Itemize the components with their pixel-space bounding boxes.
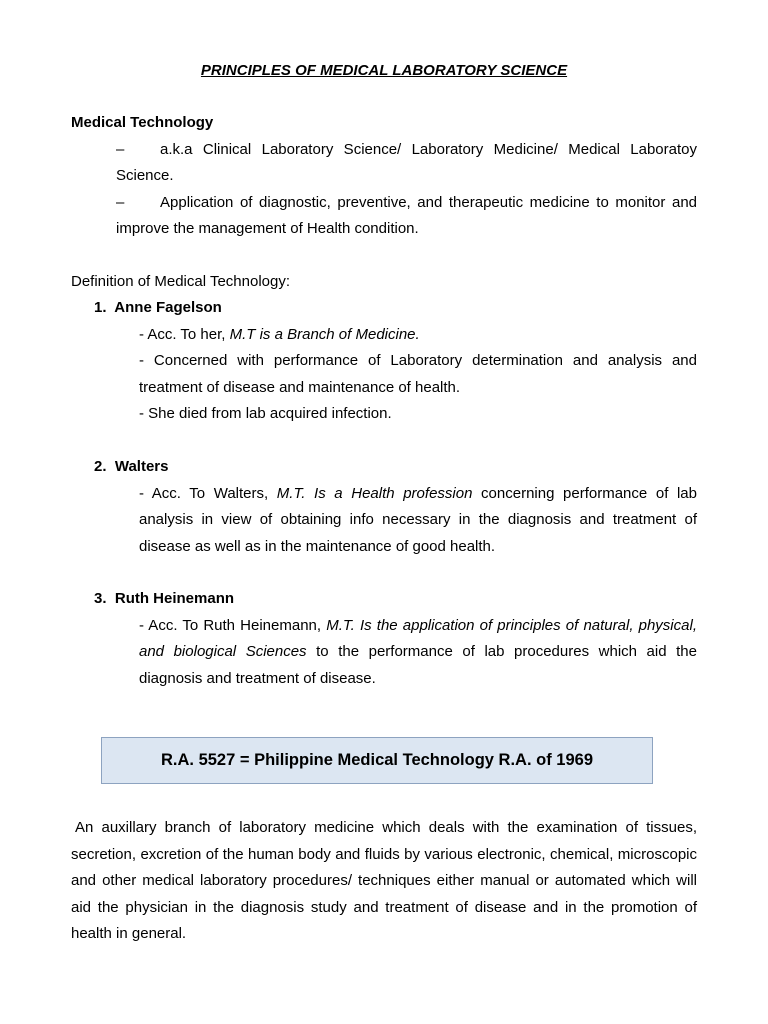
definition-heading: Definition of Medical Technology: <box>71 273 291 290</box>
medtech-item-2 <box>71 190 697 243</box>
medtech-item-1-text: a.k.a Clinical Laboratory Science/ Laboratory Medicine/ Medical Laboratoy Science. <box>116 140 697 184</box>
definition-1-line-1 <box>71 322 697 349</box>
dash-marker: – <box>116 140 125 158</box>
definition-2-text <box>71 481 697 561</box>
definition-2-name: Walters <box>114 458 169 475</box>
medtech-item-2-text: Application of diagnostic, preventive, and therapeutic medicine to monitor and improve the management of Health condition. <box>116 193 697 237</box>
definition-1-number: 1. <box>94 299 107 316</box>
definition-2-rest: concerning performance of lab analysis in view of obtaining info necessary in the diagnosis and treatment of disease as well as in the maintenance of good health. <box>139 484 697 555</box>
medtech-section <box>71 110 697 243</box>
page-title: PRINCIPLES OF MEDICAL LABORATORY SCIENCE <box>200 62 568 79</box>
dash-marker: – <box>116 193 125 211</box>
definition-1-line-1-prefix: - Acc. To her, <box>139 325 230 343</box>
definition-1-line-3: - She died from lab acquired infection. <box>139 405 392 422</box>
definition-3-prefix: - Acc. To Ruth Heinemann, <box>139 616 327 634</box>
ra-callout-text: R.A. 5527 = Philippine Medical Technology R.A. of 1969 <box>160 751 593 769</box>
definition-item-1 <box>71 295 697 428</box>
definition-3-name: Ruth Heinemann <box>114 590 235 607</box>
definition-3-text <box>71 613 697 693</box>
definition-2-italic: M.T. Is a Health profession <box>276 484 473 502</box>
definition-3-heading <box>71 586 697 613</box>
medtech-item-1 <box>71 137 697 190</box>
definition-1-heading <box>71 295 697 322</box>
definition-3-number: 3. <box>94 590 107 607</box>
definition-2-heading <box>71 454 697 481</box>
medtech-heading: Medical Technology <box>71 114 214 131</box>
ra-callout-box <box>101 737 653 784</box>
definition-item-2 <box>71 454 697 560</box>
definition-1-name: Anne Fagelson <box>114 299 222 316</box>
definition-3-rest: to the performance of lab procedures which aid the diagnosis and treatment of disease. <box>139 643 697 687</box>
closing-paragraph-text: An auxillary branch of laboratory medicine which deals with the examination of tissues, secretion, excretion of the human body and fluids by various electronic, chemical, microscopic and other medical laboratory procedures/ techniques either manual or automated which will aid the physician in the diagnosis study and treatment of disease and in the promotion of health in general. <box>71 819 697 942</box>
definition-item-3 <box>71 586 697 692</box>
definition-2-number: 2. <box>94 458 107 475</box>
definition-1-line-2: - Concerned with performance of Laboratory determination and analysis and treatment of disease and maintenance of health. <box>139 352 697 396</box>
definition-3-italic: M.T. Is the application of principles of natural, physical, and biological Sciences <box>139 616 697 660</box>
definition-2-prefix: - Acc. To Walters, <box>139 484 277 502</box>
closing-paragraph <box>71 815 697 948</box>
definition-1-line-1-italic: M.T is a Branch of Medicine. <box>229 325 420 343</box>
